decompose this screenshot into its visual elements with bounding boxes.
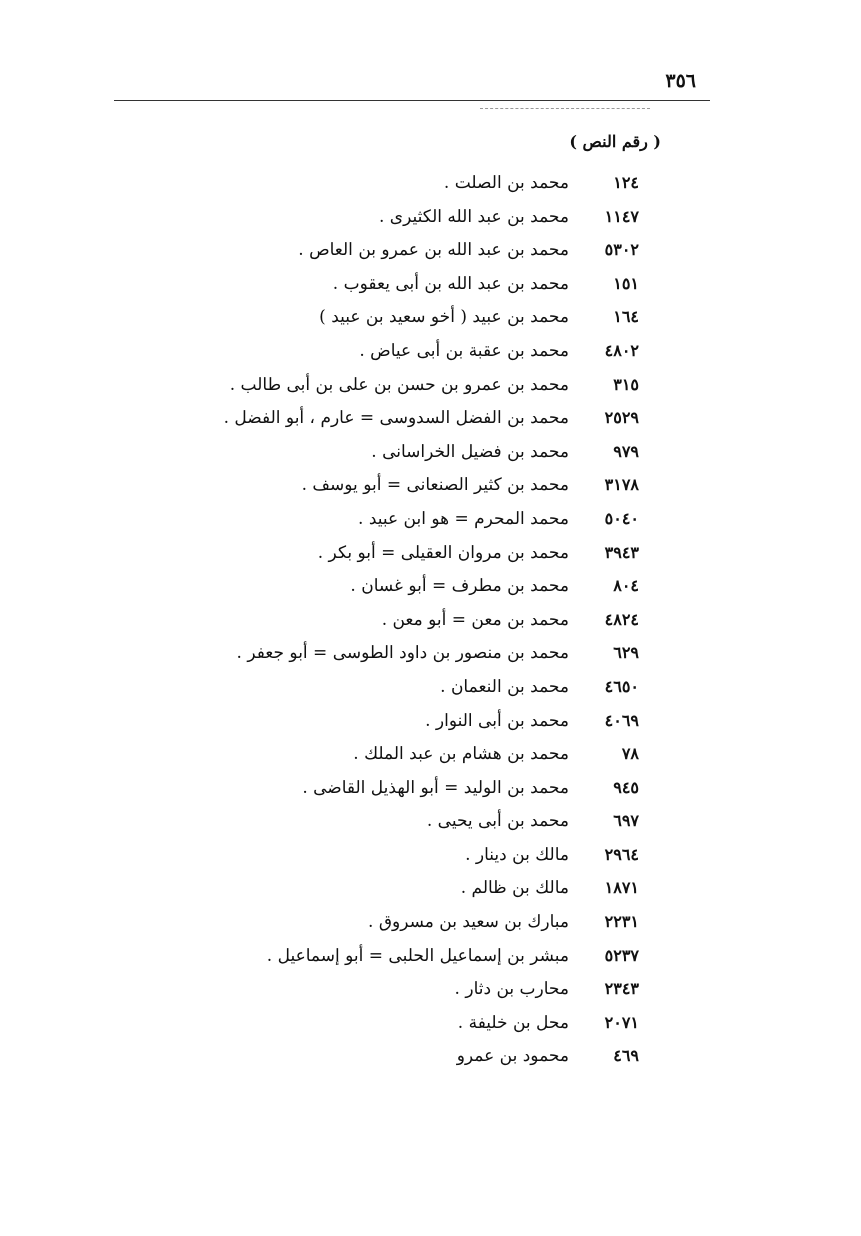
entry-text-number: ١٦٤ bbox=[613, 307, 639, 327]
entry-text-number: ٢٩٦٤ bbox=[604, 844, 639, 864]
entry-text-number: ٤٦٩ bbox=[613, 1046, 639, 1066]
index-entry bbox=[0, 572, 861, 606]
entry-narrator-name: محمد بن الصلت . bbox=[443, 173, 569, 193]
entry-narrator-name: محمد بن كثير الصنعانى = أبو يوسف . bbox=[301, 475, 569, 496]
entry-narrator-name: محمد بن عبد الله الكثيرى . bbox=[378, 206, 569, 227]
entry-narrator-name: محمد بن عمرو بن حسن بن على بن أبى طالب . bbox=[229, 374, 569, 395]
entry-narrator-name: محمد بن منصور بن داود الطوسى = أبو جعفر . bbox=[236, 643, 569, 664]
index-entry bbox=[0, 169, 861, 203]
entry-text-number: ١٨٧١ bbox=[604, 878, 639, 898]
entry-narrator-name: محمد بن معن = أبو معن . bbox=[381, 609, 569, 630]
entry-narrator-name: محمد بن أبى يحيى . bbox=[426, 811, 569, 832]
entry-text-number: ٤٨٢٤ bbox=[604, 609, 639, 629]
entry-text-number: ١٥١ bbox=[613, 273, 639, 293]
entry-text-number: ٥٢٣٧ bbox=[604, 945, 639, 965]
index-entry bbox=[0, 975, 861, 1009]
index-entry bbox=[0, 673, 861, 707]
index-entry bbox=[0, 942, 861, 976]
entry-narrator-name: مالك بن دينار . bbox=[465, 844, 569, 865]
index-entry bbox=[0, 438, 861, 472]
entry-text-number: ٤٦٥٠ bbox=[604, 676, 639, 696]
entry-text-number: ٤٠٦٩ bbox=[604, 710, 639, 730]
index-entry bbox=[0, 874, 861, 908]
index-entry bbox=[0, 337, 861, 371]
entry-text-number: ٩٤٥ bbox=[613, 777, 639, 797]
index-entry bbox=[0, 740, 861, 774]
entry-text-number: ٨٠٤ bbox=[613, 576, 639, 596]
index-entry bbox=[0, 774, 861, 808]
index-entry bbox=[0, 270, 861, 304]
entry-text-number: ٢٥٢٩ bbox=[604, 408, 639, 428]
entry-narrator-name: مبشر بن إسماعيل الحلبى = أبو إسماعيل . bbox=[266, 945, 569, 966]
entry-narrator-name: محمود بن عمرو bbox=[456, 1046, 569, 1067]
entry-text-number: ١١٤٧ bbox=[604, 206, 639, 226]
index-entry bbox=[0, 471, 861, 505]
entry-narrator-name: محارب بن دثار . bbox=[454, 979, 569, 1000]
index-entry bbox=[0, 371, 861, 405]
entry-narrator-name: محمد بن مطرف = أبو غسان . bbox=[350, 576, 569, 597]
entry-text-number: ٢٠٧١ bbox=[604, 1012, 639, 1032]
index-entry bbox=[0, 303, 861, 337]
entry-narrator-name: محل بن خليفة . bbox=[457, 1012, 569, 1033]
entry-narrator-name: محمد بن عقبة بن أبى عياض . bbox=[359, 340, 569, 361]
index-entry bbox=[0, 539, 861, 573]
entry-narrator-name: محمد بن الفضل السدوسى = عارم ، أبو الفضل . bbox=[223, 408, 569, 429]
index-entry bbox=[0, 639, 861, 673]
entry-text-number: ٤٨٠٢ bbox=[604, 340, 639, 360]
entry-narrator-name: مبارك بن سعيد بن مسروق . bbox=[368, 912, 569, 933]
index-entry bbox=[0, 908, 861, 942]
entry-text-number: ١٢٤ bbox=[613, 173, 639, 192]
entry-narrator-name: محمد بن الوليد = أبو الهذيل القاضى . bbox=[302, 777, 569, 798]
index-entry bbox=[0, 505, 861, 539]
index-entry bbox=[0, 1042, 861, 1076]
index-entry bbox=[0, 707, 861, 741]
entry-narrator-name: محمد بن عبد الله بن أبى يعقوب . bbox=[332, 273, 569, 294]
entry-text-number: ٣١٧٨ bbox=[604, 475, 639, 495]
header-rule-secondary bbox=[480, 108, 650, 109]
column-header: ( رقم النص ) bbox=[569, 132, 661, 151]
entry-narrator-name: محمد بن مروان العقيلى = أبو بكر . bbox=[317, 542, 569, 563]
entry-text-number: ٥٠٤٠ bbox=[604, 508, 639, 528]
index-entry-list bbox=[0, 169, 861, 1076]
header-rule bbox=[114, 100, 710, 101]
entry-text-number: ٦٢٩ bbox=[613, 643, 639, 663]
entry-text-number: ٢٢٣١ bbox=[604, 912, 639, 932]
entry-narrator-name: محمد بن هشام بن عبد الملك . bbox=[353, 744, 569, 765]
entry-text-number: ٣٩٤٣ bbox=[604, 542, 639, 562]
entry-text-number: ٩٧٩ bbox=[613, 441, 639, 461]
index-entry bbox=[0, 606, 861, 640]
entry-text-number: ٧٨ bbox=[621, 744, 639, 764]
index-entry bbox=[0, 1009, 861, 1043]
entry-text-number: ٦٩٧ bbox=[613, 811, 639, 831]
entry-narrator-name: محمد بن النعمان . bbox=[440, 676, 569, 697]
entry-narrator-name: محمد بن فضيل الخراسانى . bbox=[371, 441, 569, 462]
index-entry bbox=[0, 807, 861, 841]
entry-narrator-name: محمد المحرم = هو ابن عبيد . bbox=[358, 508, 569, 529]
entry-text-number: ٣١٥ bbox=[613, 374, 639, 394]
entry-narrator-name: محمد بن عبد الله بن عمرو بن العاص . bbox=[298, 240, 569, 261]
index-entry bbox=[0, 236, 861, 270]
index-entry bbox=[0, 841, 861, 875]
entry-narrator-name: مالك بن ظالم . bbox=[460, 878, 569, 899]
entry-text-number: ٥٣٠٢ bbox=[604, 240, 639, 260]
entry-text-number: ٢٣٤٣ bbox=[604, 979, 639, 999]
entry-narrator-name: محمد بن أبى النوار . bbox=[425, 710, 569, 731]
index-entry bbox=[0, 404, 861, 438]
page-number: ٣٥٦ bbox=[665, 70, 696, 92]
entry-narrator-name: محمد بن عبيد ( أخو سعيد بن عبيد ) bbox=[319, 307, 569, 328]
index-entry bbox=[0, 203, 861, 237]
